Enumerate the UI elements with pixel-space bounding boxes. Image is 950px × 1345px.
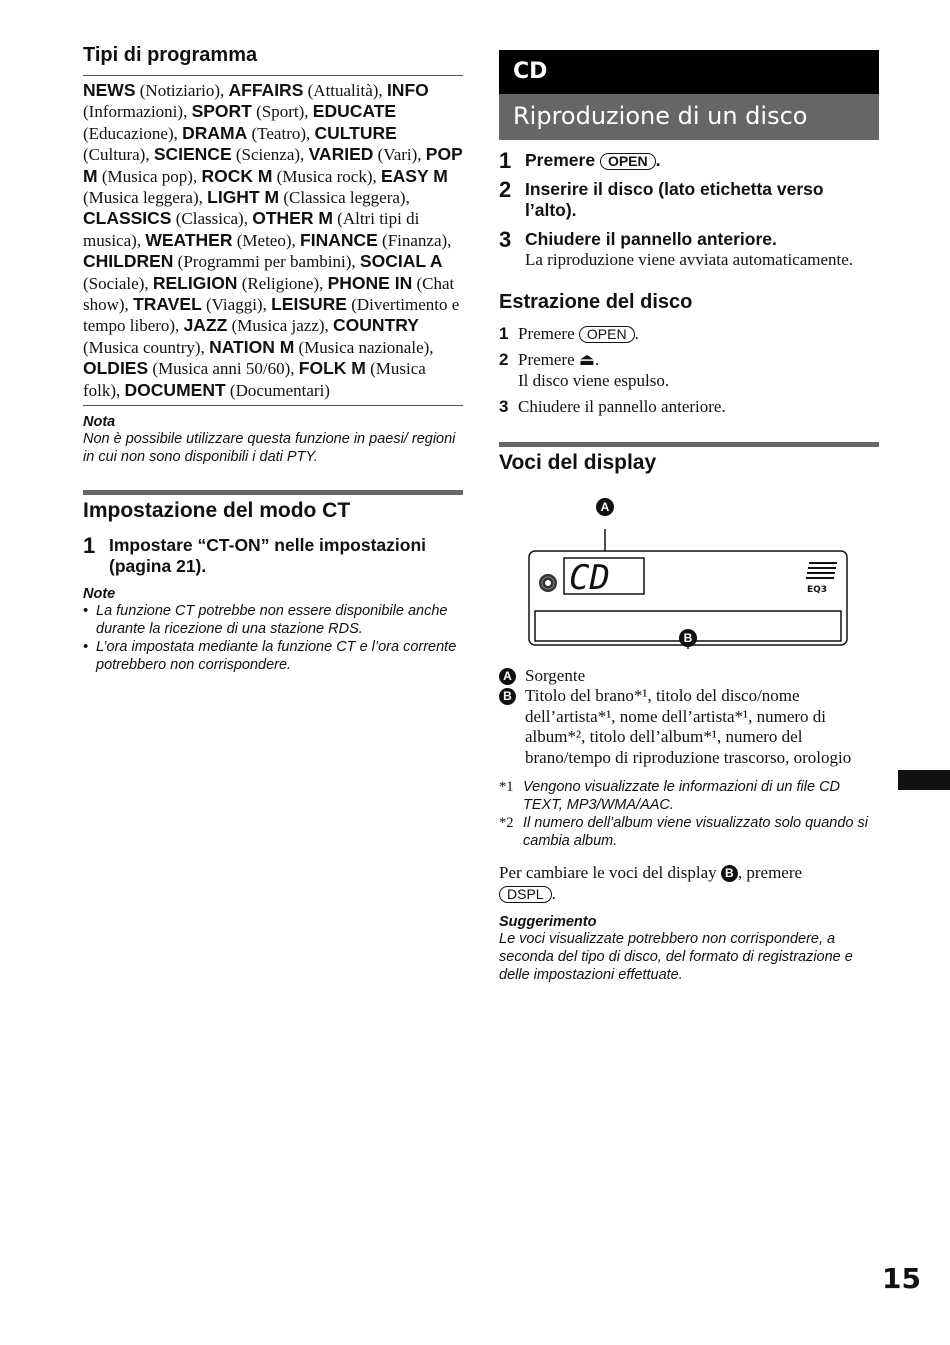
program-code: JAZZ <box>183 315 228 336</box>
program-description: (Notiziario), <box>135 81 229 100</box>
play-step-2 <box>499 179 879 221</box>
callout-b-badge: B <box>721 865 738 882</box>
display-illustration <box>499 479 879 654</box>
dspl-key-icon: DSPL <box>499 886 552 903</box>
punct: . <box>655 150 661 170</box>
punct: . <box>634 323 639 343</box>
program-description: (Informazioni), <box>83 102 192 122</box>
eject-step-2 <box>499 350 879 391</box>
program-code: TRAVEL <box>133 294 202 315</box>
footnote-text: Il numero dell’album viene visualizzato solo quando si cambia album. <box>523 815 868 849</box>
program-description: (Classica leggera), <box>279 188 410 208</box>
right-column <box>499 50 879 984</box>
program-code: FINANCE <box>300 229 378 250</box>
program-types-heading: Tipi di programma <box>83 44 463 76</box>
section-header-cd: CD <box>499 50 879 94</box>
program-description: (Viaggi), <box>201 295 272 315</box>
program-code: SPORT <box>191 101 252 122</box>
program-code: OTHER M <box>252 208 333 229</box>
program-code: WEATHER <box>145 229 233 250</box>
note-item-text: L’ora impostata mediante la funzione CT e l’ora corrente potrebbero non corrispondere. <box>96 639 457 674</box>
step-text: Inserire il disco (lato etichetta verso l’alto). <box>525 179 824 220</box>
program-description: (Chat show), <box>83 273 455 315</box>
program-description: (Educazione), <box>83 123 183 143</box>
program-description: (Musica country), <box>83 337 210 357</box>
punct: . <box>551 884 556 903</box>
step-text: Premere <box>518 350 575 369</box>
program-description: (Divertimento e tempo libero), <box>83 295 460 336</box>
program-description: (Documentari) <box>225 380 330 400</box>
program-code: EASY M <box>381 165 448 186</box>
program-code: INFO <box>386 80 429 100</box>
callout-a-badge: A <box>499 668 516 685</box>
play-step-3 <box>499 229 879 271</box>
program-code: POP M <box>83 144 463 186</box>
note-item <box>83 638 463 674</box>
step-number: 1 <box>499 148 512 173</box>
bullet: • <box>83 603 89 620</box>
eject-step-3 <box>499 397 879 418</box>
program-description: (Programmi per bambini), <box>173 252 360 272</box>
segment-text: CD <box>569 557 610 598</box>
program-description: (Scienza), <box>231 145 309 165</box>
program-description: (Teatro), <box>247 123 315 143</box>
step-text: Chiudere il pannello anteriore. <box>518 397 726 416</box>
program-code: VARIED <box>308 144 374 165</box>
display-item-text: Sorgente <box>525 665 586 685</box>
program-description: (Finanza), <box>377 230 452 250</box>
program-code: ROCK M <box>201 165 273 186</box>
program-code: EDUCATE <box>312 101 397 122</box>
program-description: (Attualità), <box>303 81 387 100</box>
display-item-a <box>499 666 879 687</box>
step-number: 2 <box>499 350 509 369</box>
program-types-list <box>83 80 463 406</box>
program-code: DRAMA <box>182 122 248 143</box>
nota-text: Non è possibile utilizzare questa funzione in paesi/ regioni in cui non sono disponibili i dati PTY. <box>83 431 456 466</box>
program-description: (Sociale), <box>83 273 153 293</box>
program-code: NATION M <box>209 336 295 357</box>
program-description: (Cultura), <box>83 145 154 165</box>
program-description: (Meteo), <box>232 230 301 250</box>
step-text: Chiudere il pannello anteriore. <box>525 229 777 249</box>
section-tab-marker <box>898 770 950 790</box>
change-display-paragraph <box>499 862 879 904</box>
program-description: (Musica nazionale), <box>294 337 434 357</box>
program-code: LEISURE <box>271 294 347 315</box>
step-number: 1 <box>83 533 96 559</box>
left-column <box>83 44 463 674</box>
program-code: COUNTRY <box>333 315 419 336</box>
step-number: 3 <box>499 397 509 416</box>
program-description: (Religione), <box>237 273 328 293</box>
section-subheader: Riproduzione di un disco <box>499 94 879 140</box>
program-code: SOCIAL A <box>359 251 443 272</box>
program-code: AFFAIRS <box>228 80 304 100</box>
program-code: DOCUMENT <box>124 379 226 400</box>
program-description: (Sport), <box>251 102 313 122</box>
open-key-icon: OPEN <box>600 153 656 170</box>
program-description: (Classica), <box>171 209 253 229</box>
paragraph-text: Per cambiare le voci del display <box>499 863 717 882</box>
display-item-text: Titolo del brano*¹, titolo del disco/nome dell’artista*¹, nome dell’artista*¹, numero di album*², titolo dell’album*¹, numero del brano/tempo di riproduzione trascorso, orologio <box>525 686 852 767</box>
program-code: FOLK M <box>298 358 366 379</box>
eq-label: EQ3 <box>807 584 828 595</box>
footnote-1 <box>499 778 879 814</box>
callout-b-badge: B <box>499 688 516 705</box>
footnote-mark: *2 <box>499 815 514 831</box>
program-code: SCIENCE <box>153 144 232 165</box>
program-code: CHILDREN <box>83 251 174 272</box>
program-description: (Vari), <box>373 145 426 165</box>
note-heading: Note <box>83 586 116 603</box>
eject-heading: Estrazione del disco <box>499 290 693 313</box>
callout-a-letter: A <box>600 499 610 514</box>
display-item-b <box>499 686 879 768</box>
step-subtext: Il disco viene espulso. <box>518 370 670 390</box>
program-description: (Musica anni 50/60), <box>148 359 299 379</box>
step-text: Impostare “CT-ON” nelle impostazioni (pagina 21). <box>109 535 426 577</box>
program-code: OLDIES <box>83 358 149 379</box>
program-description: (Musica leggera), <box>83 188 208 208</box>
page-number: 15 <box>882 1262 921 1295</box>
footnote-2 <box>499 814 879 850</box>
program-description: (Musica folk), <box>83 359 426 400</box>
program-code: PHONE IN <box>327 272 413 293</box>
program-code: NEWS <box>83 80 136 100</box>
play-step-1 <box>499 150 879 171</box>
punct: . <box>594 350 600 369</box>
step-text: Premere <box>525 150 596 170</box>
tip-heading: Suggerimento <box>499 914 597 930</box>
program-description: (Musica rock), <box>272 166 381 186</box>
ct-step <box>83 535 463 577</box>
paragraph-text: , premere <box>737 863 803 882</box>
open-key-icon: OPEN <box>579 326 635 343</box>
note-item-text: La funzione CT potrebbe non essere disponibile anche durante la ricezione di una stazione RDS. <box>96 603 448 638</box>
footnote-text: Vengono visualizzate le informazioni di un file CD TEXT, MP3/WMA/AAC. <box>523 779 841 813</box>
program-description: (Musica jazz), <box>227 316 334 336</box>
program-code: LIGHT M <box>207 187 280 208</box>
bullet: • <box>83 639 89 656</box>
program-code: CULTURE <box>314 122 397 143</box>
footnote-mark: *1 <box>499 779 514 795</box>
display-items-heading: Voci del display <box>499 442 879 475</box>
step-number: 3 <box>499 227 512 252</box>
eject-icon: ⏏ <box>578 350 595 369</box>
callout-b-letter: B <box>683 630 693 645</box>
tip-text: Le voci visualizzate potrebbero non corrispondere, a seconda del tipo di disco, del formato di registrazione e delle impostazioni effettuate. <box>499 931 853 983</box>
step-subtext: La riproduzione viene avviata automaticamente. <box>525 250 854 269</box>
note-item <box>83 602 463 638</box>
program-code: CLASSICS <box>83 208 172 229</box>
ct-mode-heading: Impostazione del modo CT <box>83 490 463 523</box>
program-code: RELIGION <box>152 272 238 293</box>
step-number: 1 <box>499 323 509 343</box>
step-number: 2 <box>499 177 512 202</box>
eject-step-1 <box>499 324 879 345</box>
program-description: (Musica pop), <box>97 166 202 186</box>
step-text: Premere <box>518 323 575 343</box>
program-description: (Altri tipi di musica), <box>83 209 420 250</box>
nota-heading: Nota <box>83 414 116 431</box>
